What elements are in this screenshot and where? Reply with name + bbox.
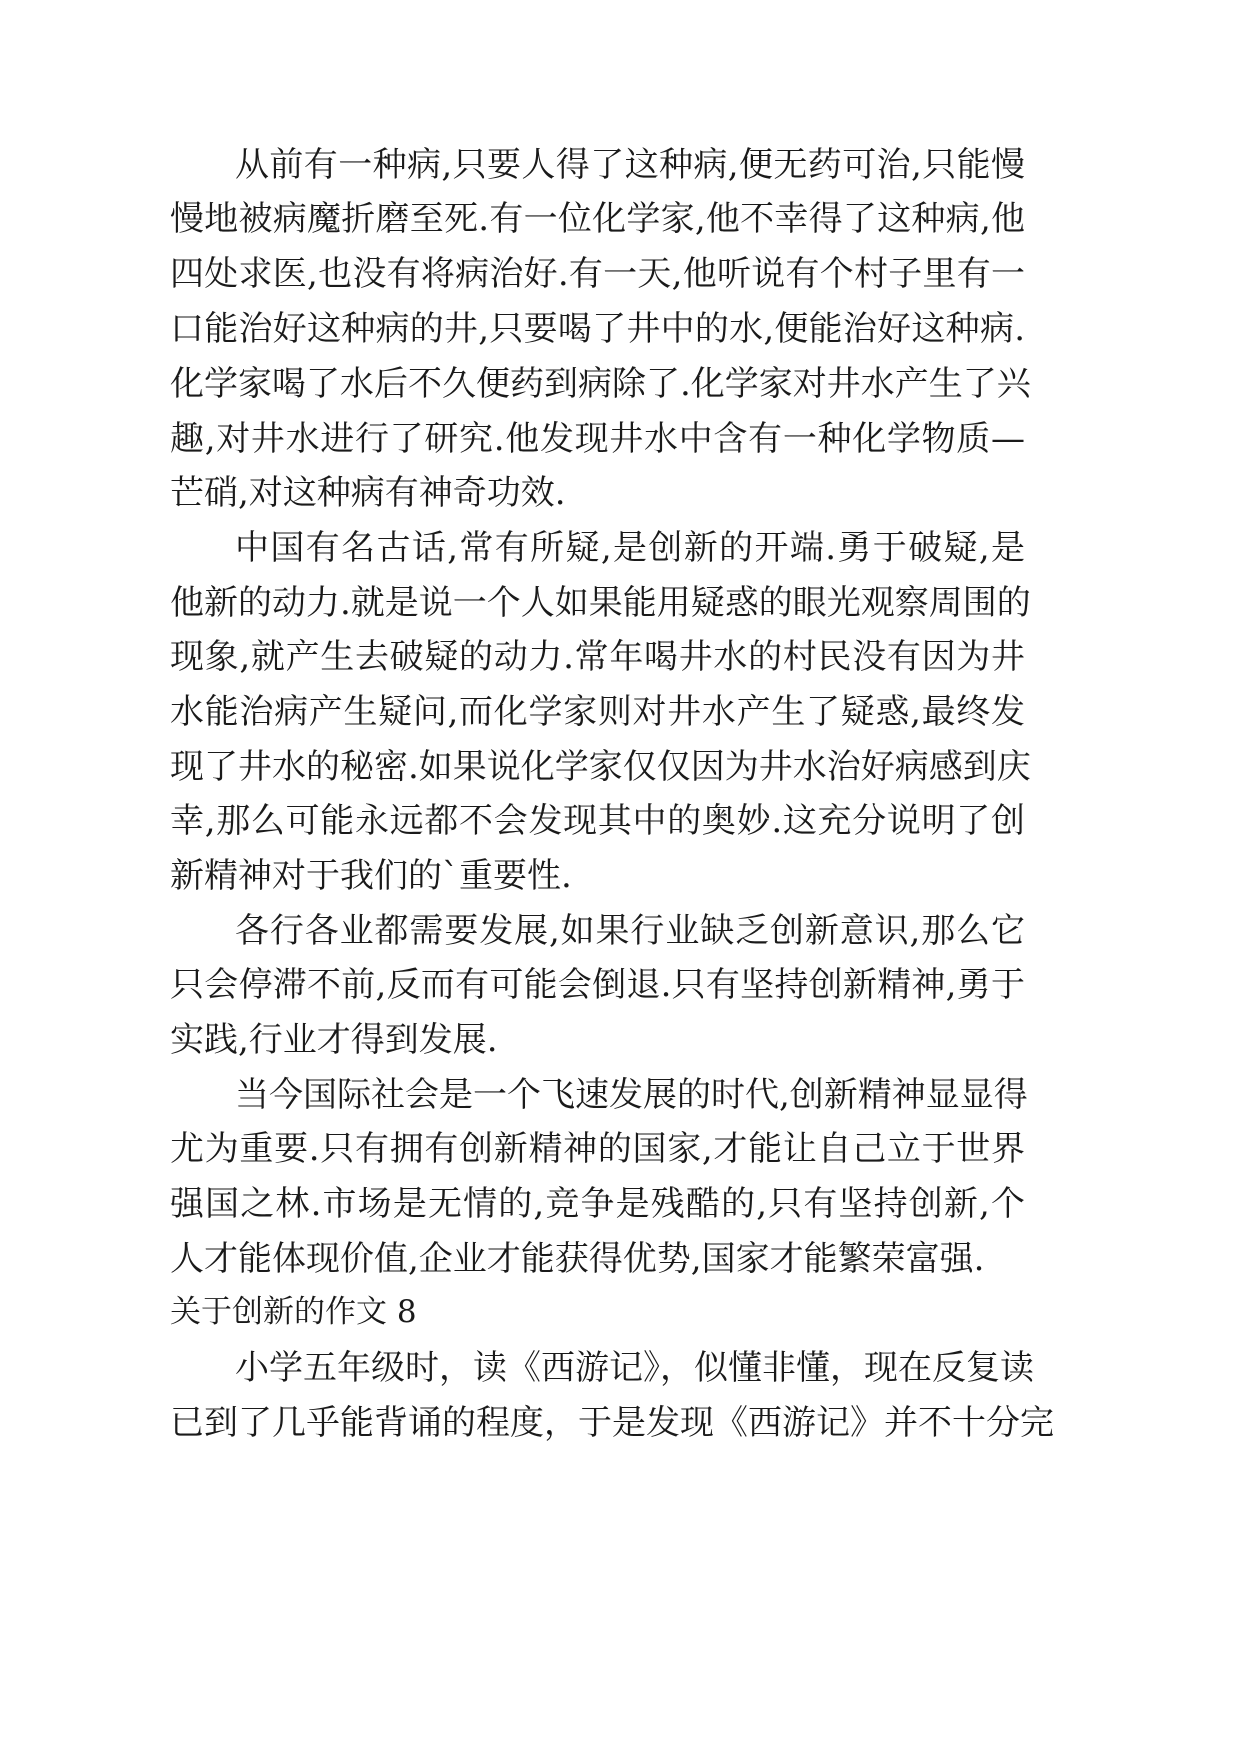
text-line: 现了井水的秘密.如果说化学家仅仅因为井水治好病感到庆 xyxy=(170,747,1031,787)
text-line: 幸,那么可能永远都不会发现其中的奥妙.这充分说明了创 xyxy=(170,801,1025,841)
text-line: 人才能体现价值,企业才能获得优势,国家才能繁荣富强. xyxy=(170,1239,985,1279)
text-line: 各行各业都需要发展,如果行业缺乏创新意识,那么它 xyxy=(235,911,1025,951)
text-line: 尤为重要.只有拥有创新精神的国家,才能让自己立于世界 xyxy=(170,1129,1025,1169)
text-line: 芒硝,对这种病有神奇功效. xyxy=(170,473,566,513)
text-line: 强国之林.市场是无情的,竞争是残酷的,只有坚持创新,个 xyxy=(170,1184,1025,1224)
text-line: 从前有一种病,只要人得了这种病,便无药可治,只能慢 xyxy=(235,145,1025,185)
text-line: 四处求医,也没有将病治好.有一天,他听说有个村子里有一 xyxy=(170,254,1025,294)
text-line: 趣,对井水进行了研究.他发现井水中含有一种化学物质— xyxy=(170,419,1025,459)
text-line: 小学五年级时，读《西游记》，似懂非懂，现在反复读 xyxy=(235,1348,1034,1388)
text-line: 只会停滞不前,反而有可能会倒退.只有坚持创新精神,勇于 xyxy=(170,965,1025,1005)
text-line: 水能治病产生疑问,而化学家则对井水产生了疑惑,最终发 xyxy=(170,692,1025,732)
section-heading: 关于创新的作文 8 xyxy=(170,1294,417,1330)
text-line: 新精神对于我们的`重要性. xyxy=(170,856,572,896)
text-line: 他新的动力.就是说一个人如果能用疑惑的眼光观察周围的 xyxy=(170,583,1031,623)
text-line: 现象,就产生去破疑的动力.常年喝井水的村民没有因为井 xyxy=(170,637,1025,677)
text-line: 化学家喝了水后不久便药到病除了.化学家对井水产生了兴 xyxy=(170,364,1031,404)
text-line: 已到了几乎能背诵的程度，于是发现《西游记》并不十分完 xyxy=(170,1403,1054,1443)
text-line: 口能治好这种病的井,只要喝了井中的水,便能治好这种病. xyxy=(170,309,1025,349)
text-line: 当今国际社会是一个飞速发展的时代,创新精神显显得 xyxy=(235,1075,1028,1115)
text-line: 实践,行业才得到发展. xyxy=(170,1020,498,1060)
text-line: 慢地被病魔折磨至死.有一位化学家,他不幸得了这种病,他 xyxy=(170,199,1025,239)
text-line: 中国有名古话,常有所疑,是创新的开端.勇于破疑,是 xyxy=(235,528,1025,568)
